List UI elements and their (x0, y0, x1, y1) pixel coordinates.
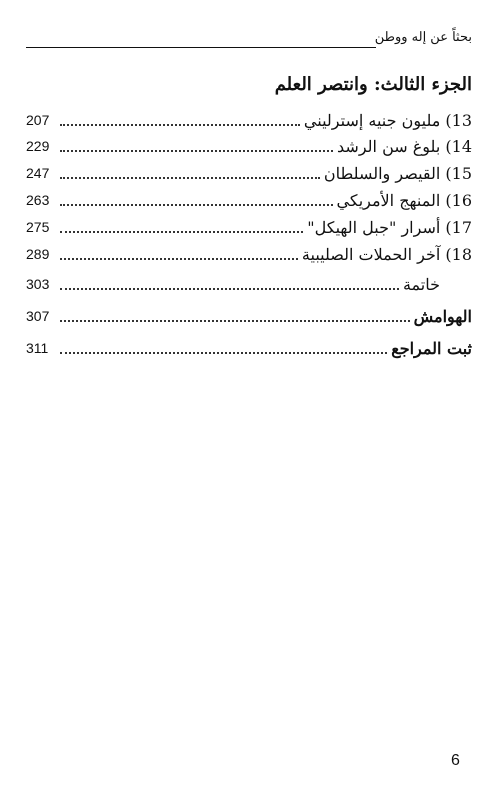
toc-dot-leader (60, 177, 320, 179)
toc-entry-title: خاتمة (402, 274, 440, 294)
toc-entry-title: 16) المنهج الأمريكي (336, 190, 472, 210)
toc-entry-page: 247 (26, 165, 50, 181)
running-header-title: بحثاً عن إله ووطن (374, 30, 472, 45)
page-number: 6 (451, 752, 460, 769)
toc-entry (26, 134, 472, 158)
toc-entry-page: 289 (26, 246, 50, 262)
toc-entry (26, 161, 472, 185)
toc-entry-page: 263 (26, 192, 50, 208)
toc-entry-page: 303 (26, 276, 50, 292)
toc-entry-page: 307 (26, 308, 50, 324)
toc-dot-leader (60, 124, 300, 126)
toc-entry-page: 207 (26, 112, 50, 128)
toc-dot-leader (60, 204, 333, 206)
toc-dot-leader (60, 150, 333, 152)
toc-entry-page: 275 (26, 219, 50, 235)
toc-dot-leader (60, 320, 410, 322)
toc-entry-title: 13) مليون جنيه إسترليني (303, 110, 472, 130)
toc-dot-leader (60, 352, 387, 354)
toc-entry-bibliography (26, 336, 472, 360)
toc-dot-leader (60, 288, 399, 290)
toc-entry-title: 14) بلوغ سن الرشد (337, 136, 472, 156)
toc-entry-title: 17) أسرار "جبل الهيكل" (307, 217, 472, 237)
toc-entry (26, 188, 472, 212)
toc-entry (26, 242, 472, 266)
part-heading: الجزء الثالث: وانتصر العلم (274, 74, 472, 95)
toc-entry-conclusion (26, 272, 440, 296)
toc-entry (26, 108, 472, 132)
toc-entry-title: 15) القيصر والسلطان (323, 163, 472, 183)
toc-dot-leader (60, 258, 298, 260)
toc-entry-title: ثبت المراجع (391, 338, 472, 358)
toc-entry (26, 215, 472, 239)
toc-entry-page: 311 (26, 340, 49, 356)
toc-entry-title: الهوامش (413, 306, 472, 326)
toc-entry-page: 229 (26, 138, 50, 154)
toc-dot-leader (60, 231, 303, 233)
toc-entry-notes (26, 304, 472, 328)
header-rule (26, 47, 376, 48)
toc-entry-title: 18) آخر الحملات الصليبية (301, 244, 472, 264)
